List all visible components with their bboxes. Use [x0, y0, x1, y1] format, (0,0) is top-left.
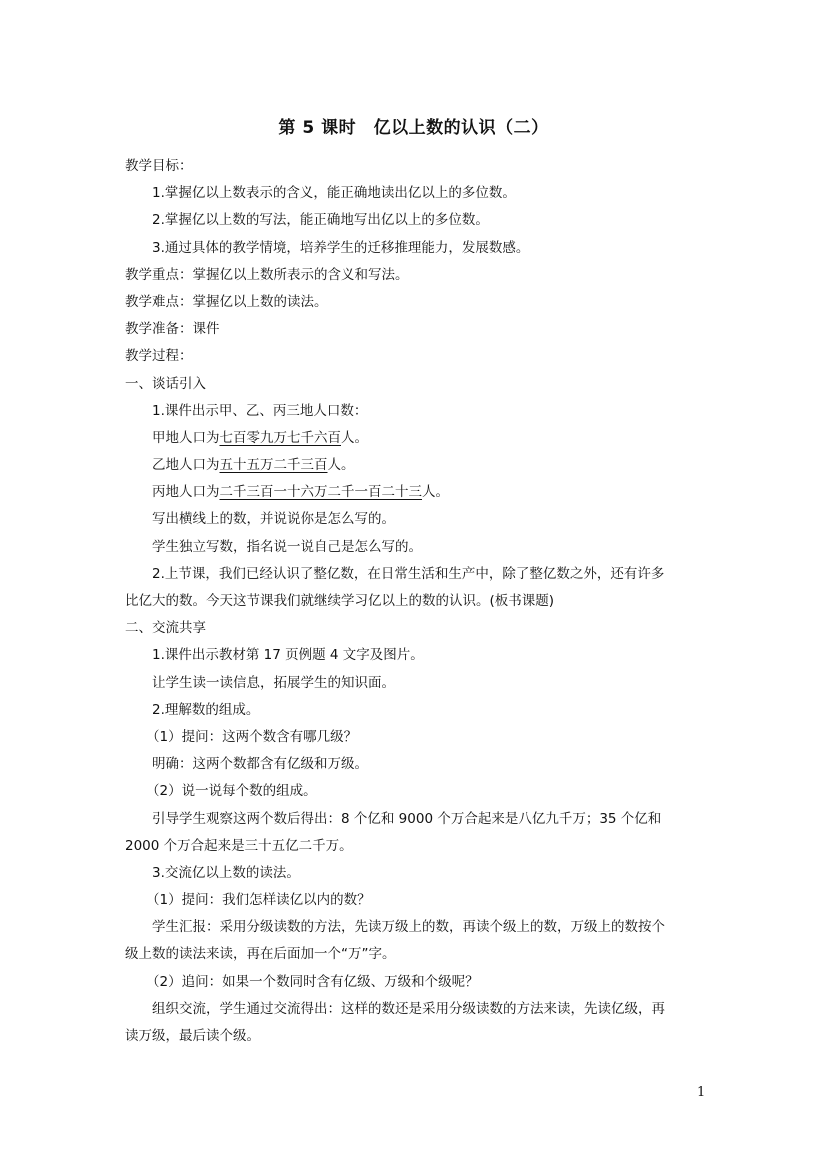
population-jia-suffix: 人。 — [341, 429, 368, 446]
guide-line-1: 引导学生观察这两个数后得出：8 个亿和 9000 个万合起来是八亿九千万；35 个亿和 — [152, 810, 662, 827]
section1-item2-line1: 2.上节课，我们已经认识了整亿数，在日常生活和生产中，除了整亿数之外，还有许多 — [152, 565, 665, 582]
report-line-1: 学生汇报：采用分级读数的方法，先读万级上的数，再读个级上的数，万级上的数按个 — [152, 919, 665, 936]
population-yi — [125, 452, 705, 479]
answer-1: 明确：这两个数都含有亿级和万级。 — [152, 756, 368, 773]
question-1: （1）提问：这两个数含有哪几级？ — [146, 728, 358, 745]
population-yi-prefix: 乙地人口为 — [152, 457, 220, 474]
goal-3: 3.通过具体的教学情境，培养学生的迁移推理能力，发展数感。 — [152, 239, 530, 256]
population-yi-number: 五十五万二千三百 — [219, 457, 328, 474]
question-3: （1）提问：我们怎样读亿以内的数？ — [146, 892, 371, 909]
guide-line-2: 2000 个万合起来是三十五亿二千万。 — [125, 837, 353, 854]
section2-heading: 二、交流共享 — [125, 620, 206, 637]
population-jia — [125, 425, 705, 452]
section2-item2: 2.理解数的组成。 — [152, 701, 260, 718]
key-point: 教学重点：掌握亿以上数所表示的含义和写法。 — [125, 266, 409, 283]
lesson-title: 第 5 课时 亿以上数的认识（二） — [278, 118, 549, 138]
population-jia-number: 七百零九万七千六百 — [219, 429, 341, 446]
section2-item1-note: 让学生读一读信息，拓展学生的知识面。 — [152, 674, 395, 691]
question-2: （2）说一说每个数的组成。 — [146, 783, 317, 800]
goals-heading: 教学目标： — [125, 158, 193, 174]
write-instruction: 写出横线上的数，并说说你是怎么写的。 — [152, 511, 395, 528]
report-line-2: 级上数的读法来读，再在后面加一个“万”字。 — [125, 946, 396, 963]
section2-item1: 1.课件出示教材第 17 页例题 4 文字及图片。 — [152, 647, 424, 664]
section2-item3: 3.交流亿以上数的读法。 — [152, 864, 300, 881]
student-activity: 学生独立写数，指名说一说自己是怎么写的。 — [152, 538, 422, 555]
question-4: （2）追问：如果一个数同时含有亿级、万级和个级呢？ — [146, 973, 479, 990]
process-heading: 教学过程： — [125, 348, 193, 365]
population-bing-number: 二千三百一十六万二千一百二十三 — [219, 484, 422, 501]
section1-item2-line2: 比亿大的数。今天这节课我们就继续学习亿以上的数的认识。(板书课题) — [125, 593, 555, 609]
organize-line-2: 读万级，最后读个级。 — [125, 1028, 260, 1044]
page-number: 1 — [697, 1085, 706, 1100]
population-bing-prefix: 丙地人口为 — [152, 484, 220, 501]
population-bing — [125, 479, 705, 506]
goal-1: 1.掌握亿以上数表示的含义，能正确地读出亿以上的多位数。 — [152, 185, 516, 202]
population-bing-suffix: 人。 — [422, 484, 449, 501]
preparation: 教学准备：课件 — [125, 321, 220, 338]
population-yi-suffix: 人。 — [327, 457, 355, 474]
section1-item1: 1.课件出示甲、乙、丙三地人口数： — [152, 402, 368, 419]
goal-2: 2.掌握亿以上数的写法，能正确地写出亿以上的多位数。 — [152, 212, 489, 229]
organize-line-1: 组织交流，学生通过交流得出：这样的数还是采用分级读数的方法来读，先读亿级，再 — [152, 1000, 665, 1017]
population-jia-prefix: 甲地人口为 — [152, 429, 220, 446]
difficulty: 教学难点：掌握亿以上数的读法。 — [125, 293, 328, 310]
lesson-content — [125, 153, 705, 1050]
section1-heading: 一、谈话引入 — [125, 375, 206, 392]
